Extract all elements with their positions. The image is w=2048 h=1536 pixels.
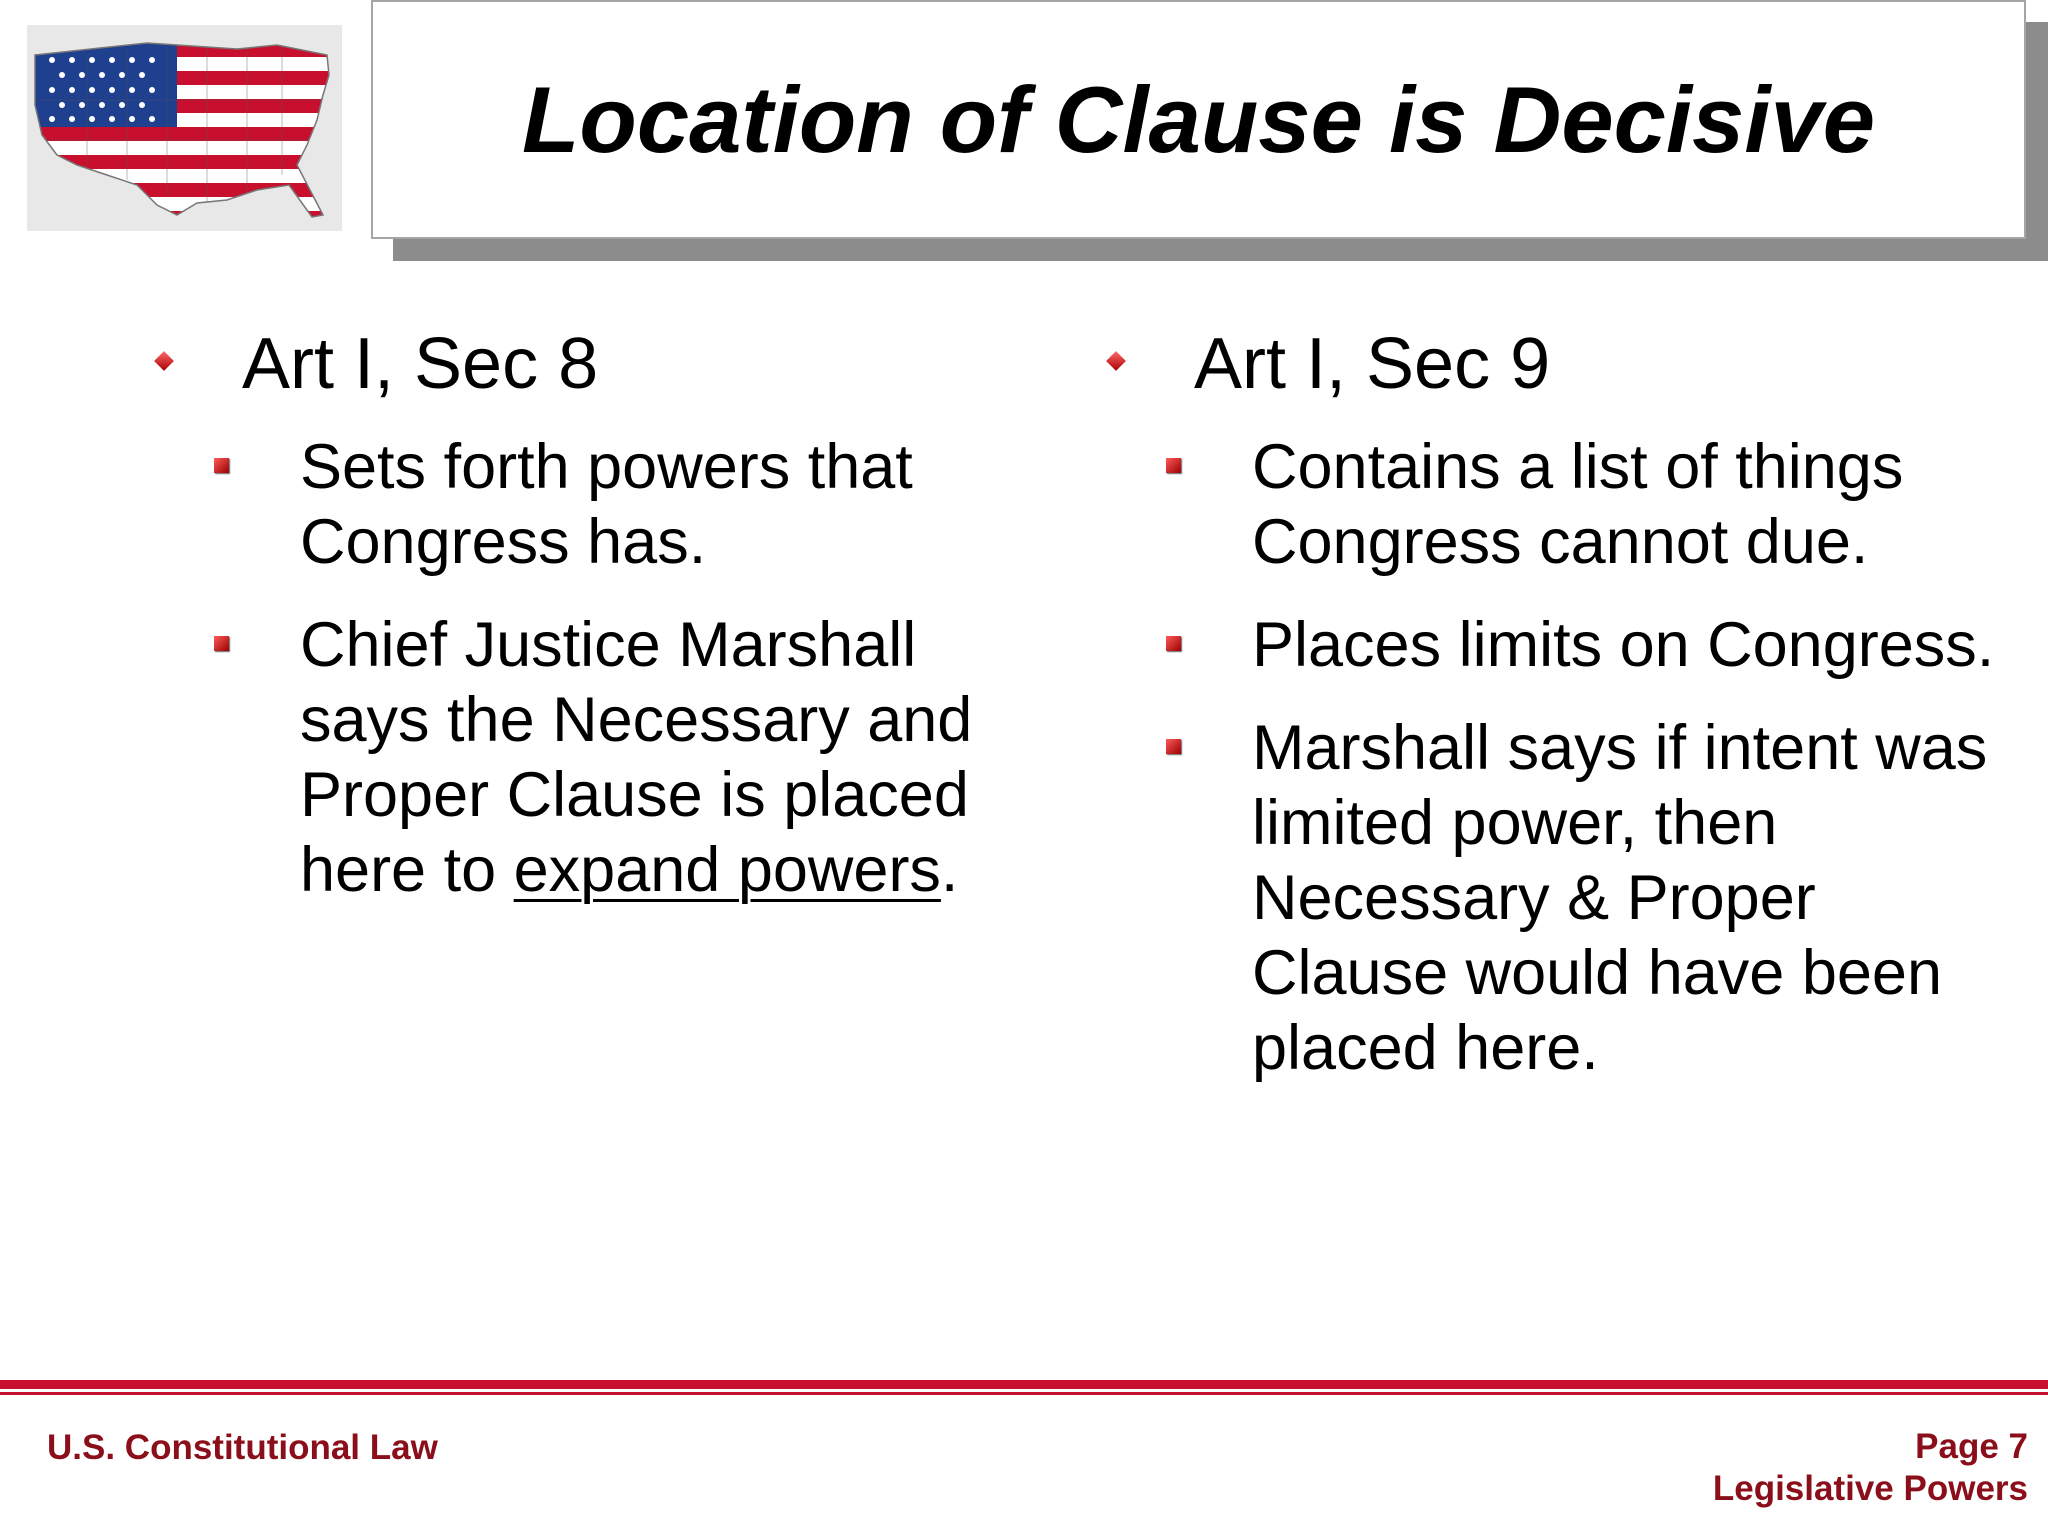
square-bullet-icon — [214, 636, 229, 651]
us-flag-map-icon — [27, 25, 342, 231]
left-item-1-text: Sets forth powers that Congress has. — [300, 432, 913, 577]
right-item-1-text: Contains a list of things Congress cannot due. — [1252, 432, 1904, 577]
diamond-bullet-icon — [1106, 351, 1126, 371]
footer-divider — [0, 1380, 2048, 1398]
right-item-2 — [1252, 608, 2022, 683]
left-heading-row — [150, 320, 1050, 408]
left-item-2-suffix: . — [940, 835, 959, 905]
slide-title: Location of Clause is Decisive — [522, 66, 1875, 172]
right-heading: Art I, Sec 9 — [1194, 324, 1551, 404]
right-item-1 — [1252, 430, 2022, 580]
square-bullet-icon — [1166, 739, 1181, 754]
footer-course-title: U.S. Constitutional Law — [47, 1428, 438, 1467]
right-column — [1102, 320, 2022, 1114]
left-item-2-underlined: expand powers — [513, 835, 941, 905]
right-heading-row — [1102, 320, 2022, 408]
footer-section-name: Legislative Powers — [1712, 1469, 2028, 1508]
diamond-bullet-icon — [154, 351, 174, 371]
us-flag-map-logo — [27, 25, 342, 231]
square-bullet-icon — [214, 458, 229, 473]
square-bullet-icon — [1166, 458, 1181, 473]
left-sub-list — [150, 430, 1050, 908]
footer-page-info — [1713, 1426, 2028, 1510]
left-item-2 — [300, 608, 1050, 908]
title-box — [371, 0, 2026, 239]
right-item-2-text: Places limits on Congress. — [1252, 610, 1995, 680]
right-item-3 — [1252, 711, 2022, 1086]
square-bullet-icon — [1166, 636, 1181, 651]
footer-page-number: Page 7 — [1915, 1427, 2028, 1466]
right-sub-list — [1102, 430, 2022, 1086]
left-item-1 — [300, 430, 1050, 580]
left-item-2-text: Chief Justice Marshall says the Necessary and Proper Clause is placed here to — [300, 610, 973, 905]
right-item-3-text: Marshall says if intent was limited power, then Necessary & Proper Clause would have been placed here. — [1252, 713, 1988, 1083]
left-column — [150, 320, 1050, 936]
left-heading: Art I, Sec 8 — [242, 324, 599, 404]
